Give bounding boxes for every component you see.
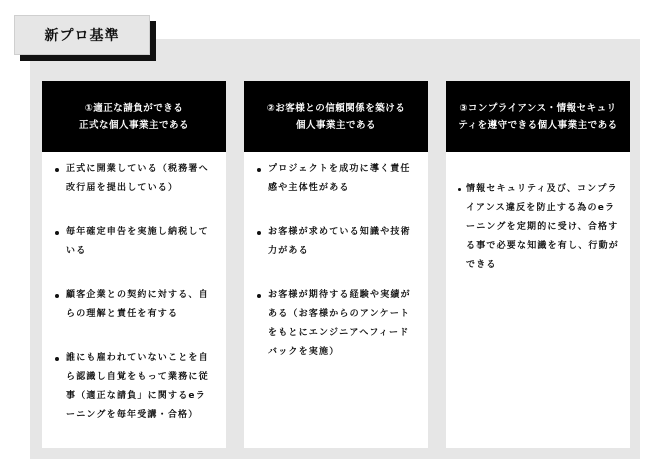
criteria-list	[256, 160, 418, 362]
list-item: お客様が期待する経験や実績がある（お客様からのアンケートをもとにエンジニアへフィードバックを実施）	[256, 286, 418, 362]
card-heading	[42, 81, 226, 152]
list-item: お客様が求めている知識や技術力がある	[256, 223, 418, 261]
list-item: プロジェクトを成功に導く責任感や主体性がある	[256, 160, 418, 198]
list-item: 誰にも雇われていないことを自ら認識し自覚をもって業務に従事（適正な請負」に関するeラーニングを毎年受講・合格）	[54, 349, 216, 425]
card-heading	[244, 81, 428, 152]
criteria-card-2	[244, 81, 428, 448]
list-item: 情報セキュリティ及び、コンプライアンス違反を防止する為のeラーニングを定期的に受け、合格する事で必要な知識を有し、行動ができる	[458, 180, 620, 275]
criteria-list	[54, 160, 216, 425]
card-heading-line: ①適正な請負ができる	[84, 102, 184, 114]
list-item: 毎年確定申告を実施し納税している	[54, 223, 216, 261]
card-heading-line: 個人事業主である	[295, 119, 376, 131]
card-heading-line: 正式な個人事業主である	[78, 119, 189, 131]
criteria-card-1	[42, 81, 226, 448]
criteria-card-3	[446, 81, 630, 448]
card-heading-line: ②お客様との信頼関係を築ける	[266, 102, 406, 114]
card-heading	[446, 81, 630, 152]
list-item: 正式に開業している（税務署へ改行届を提出している）	[54, 160, 216, 198]
card-heading-line: ③コンプライアンス・情報セキュリ	[459, 102, 617, 114]
page-title: 新プロ基準	[14, 15, 150, 55]
criteria-list	[458, 180, 620, 275]
card-heading-line: ティを遵守できる個人事業主である	[458, 119, 618, 131]
list-item: 顧客企業との契約に対する、自らの理解と責任を有する	[54, 286, 216, 324]
